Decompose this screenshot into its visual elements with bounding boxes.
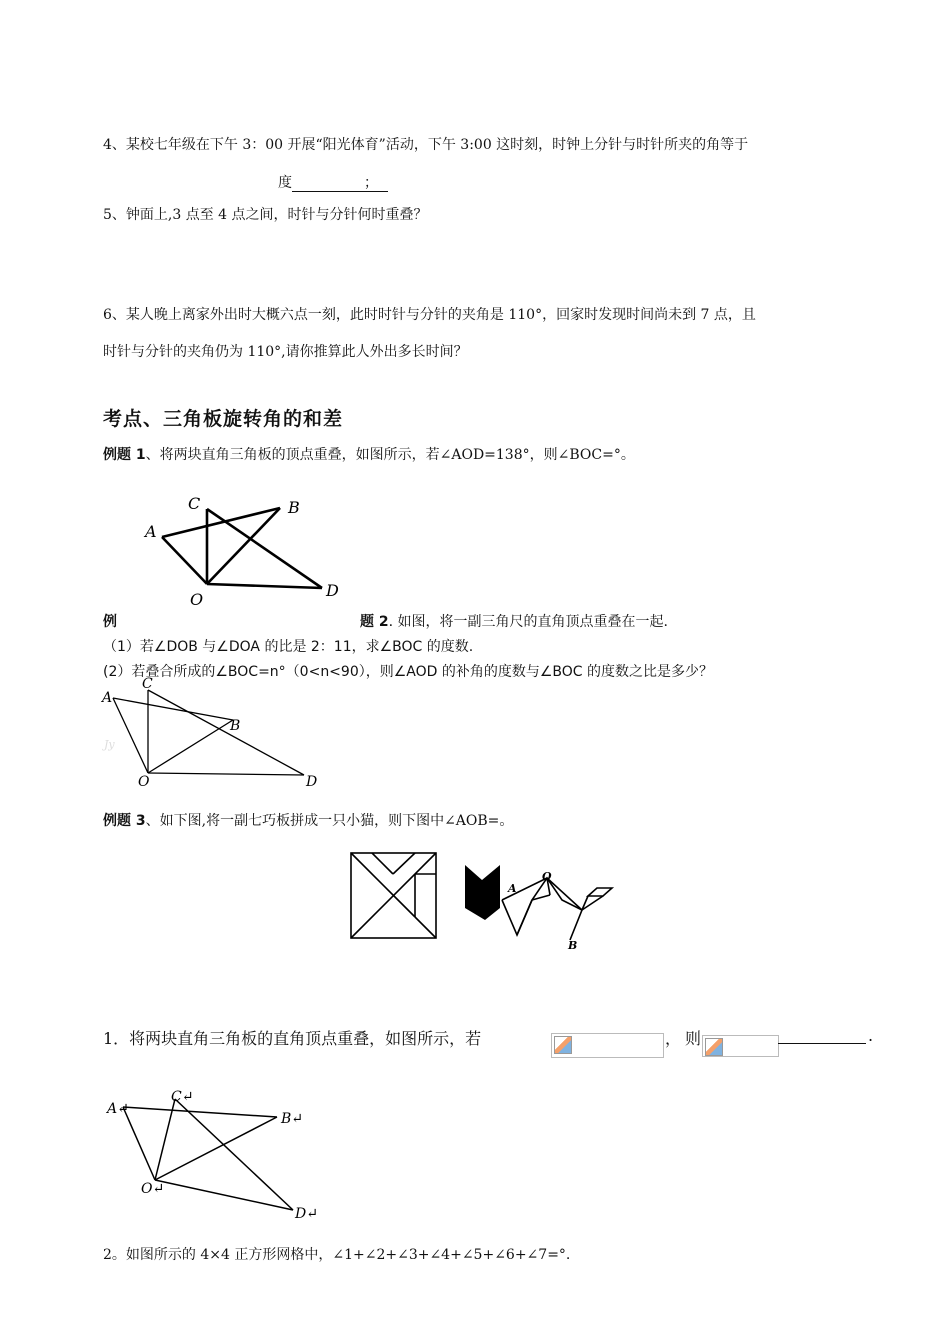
ex2-part1: （1）若∠DOB 与∠DOA 的比是 2：11，求∠BOC 的度数.	[103, 639, 474, 655]
ex1-figure-lines	[162, 508, 322, 588]
ex2-figure	[100, 678, 325, 790]
q4-line1: 4、某校七年级在下午 3：00 开展“阳光体育”活动，下午 3:00 这时刻，时钟上分针与时针所夹的角等于	[103, 137, 749, 153]
ex1-label: 例题 1	[103, 447, 146, 463]
ex1-label-c: C	[188, 494, 201, 513]
q6-line2: 时针与分针的夹角仍为 110°,请你推算此人外出多长时间？	[103, 344, 468, 360]
broken-image-icon	[705, 1038, 723, 1056]
q4-semicolon: ；	[364, 175, 378, 191]
q4-blank-tail	[378, 177, 388, 192]
q4-line2	[278, 172, 388, 192]
cat-body-lines	[502, 878, 612, 940]
p1-comma: ，	[665, 1029, 682, 1048]
ex1-label-d: D	[326, 581, 339, 600]
ex1-label-o: O	[190, 590, 204, 609]
cat-head	[465, 865, 500, 920]
broken-image-icon	[554, 1036, 572, 1054]
ex2-label-a: 例	[103, 614, 117, 630]
p1-then: 则	[685, 1029, 702, 1048]
p1-text: 1．将两块直角三角板的直角顶点重叠，如图所示，若	[103, 1029, 482, 1048]
p1-answer-blank	[778, 1043, 866, 1044]
ex2-label-b-pt: B	[230, 718, 241, 734]
p1-label-d: D↵	[295, 1206, 318, 1222]
p1-label-o: O↵	[141, 1181, 165, 1197]
ex2-label-d-pt: D	[306, 774, 318, 790]
q4-answer-blank	[292, 177, 364, 192]
ex3-label-o: O	[542, 870, 552, 883]
p2-text: 2。如图所示的 4×4 正方形网格中，∠1+∠2+∠3+∠4+∠5+∠6+∠7=°.	[103, 1247, 571, 1263]
ex3-body: 、如下图,将一副七巧板拼成一只小猫，则下图中∠AOB=。	[145, 813, 514, 829]
p1-period: .	[868, 1026, 874, 1045]
ex3-label: 例题 3	[103, 813, 146, 829]
ex2-figure-lines	[113, 690, 304, 775]
p1-label-c: C↵	[171, 1089, 194, 1105]
ex3-text	[103, 810, 513, 830]
ex2-label-o-pt: O	[138, 774, 150, 790]
ex2-label-c-pt: C	[142, 676, 153, 692]
p1-image-placeholder-2	[702, 1035, 779, 1057]
ex3-label-b: B	[568, 939, 578, 952]
ex3-tangram-cat	[462, 860, 617, 955]
ex2-label-a-pt: A	[102, 690, 113, 706]
ex1-figure	[140, 495, 360, 610]
q6-line1: 6、某人晚上离家外出时大概六点一刻，此时时针与分针的夹角是 110°，回家时发现时间尚未到 7 点，且	[103, 307, 756, 323]
ex2-label-b: 题 2	[360, 614, 389, 630]
ex1-text	[103, 444, 635, 464]
section-title: 考点、三角板旋转角的和差	[103, 408, 344, 430]
ex2-watermark: Jy	[104, 738, 115, 751]
ex3-tangram-square	[350, 852, 437, 939]
p1-image-placeholder-1	[551, 1033, 664, 1058]
ex3-label-a: A	[508, 882, 517, 895]
ex2-part2: (2）若叠合所成的∠BOC=n°（0<n<90），则∠AOD 的补角的度数与∠BOC 的度数之比是多少？	[103, 664, 714, 680]
p1-label-b: B↵	[281, 1111, 304, 1127]
ex2-text	[360, 611, 668, 631]
p1-label-a: A↵	[107, 1101, 129, 1117]
p1-figure	[105, 1085, 320, 1220]
ex1-label-b: B	[288, 498, 300, 517]
q4-unit: 度	[278, 175, 292, 191]
ex1-label-a: A	[145, 522, 157, 541]
tangram-square-lines	[351, 853, 436, 938]
ex2-body: . 如图，将一副三角尺的直角顶点重叠在一起.	[388, 614, 668, 630]
ex1-body: 、将两块直角三角板的顶点重叠，如图所示，若∠AOD=138°，则∠BOC=°。	[145, 447, 635, 463]
q5-text: 5、钟面上,3 点至 4 点之间，时针与分针何时重叠？	[103, 207, 428, 223]
